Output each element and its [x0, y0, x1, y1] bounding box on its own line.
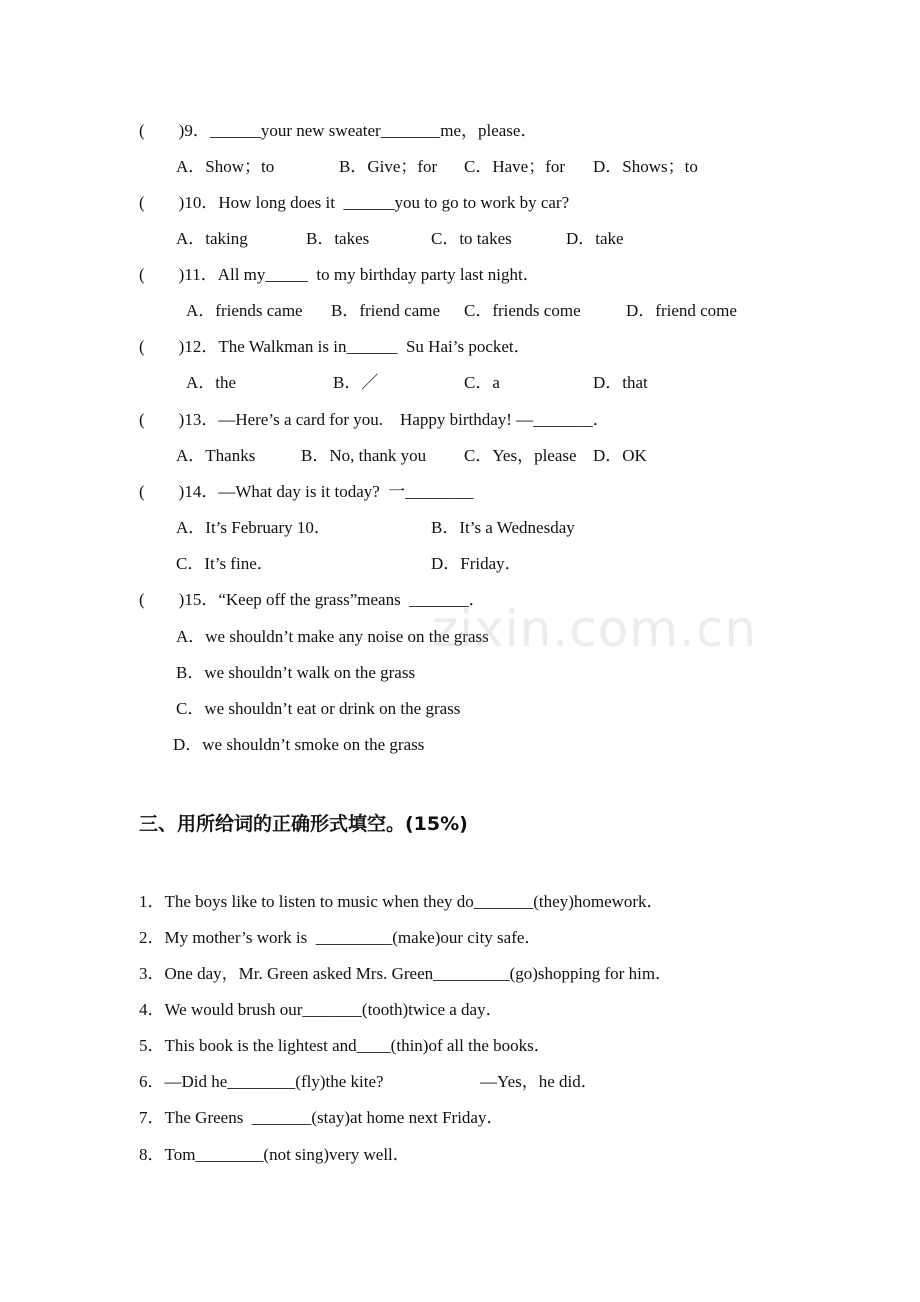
question-11-option-a: A．friends came — [186, 301, 303, 320]
question-13-option-b: B．No, thank you — [301, 446, 427, 465]
question-9-option-a: A．Show；to — [176, 157, 275, 176]
question-13-option-c: C．Yes，please — [464, 446, 577, 465]
question-9-option-b: B．Give；for — [339, 157, 438, 176]
question-10-option-c: C．to takes — [431, 229, 512, 248]
question-15-stem: ( )15．“Keep off the grass”means _______． — [139, 590, 486, 609]
question-14-option-d: D．Friday． — [431, 554, 522, 573]
question-11-option-d: D．friend come — [626, 301, 737, 320]
question-10-option-d: D．take — [566, 229, 624, 248]
question-15-option-c: C．we shouldn’t eat or drink on the grass — [176, 699, 461, 718]
question-9-stem: ( )9．______your new sweater_______me，please． — [139, 121, 538, 140]
question-14-option-a: A．It’s February 10． — [176, 518, 331, 537]
question-11-option-b: B．friend came — [331, 301, 441, 320]
question-14-stem: ( )14．—What day is it today? 一________ — [139, 482, 474, 501]
question-15-option-b: B．we shouldn’t walk on the grass — [176, 663, 416, 682]
question-13-option-d: D．OK — [593, 446, 647, 465]
fill-item-5: 5．This book is the lightest and____(thin)of all the books． — [139, 1036, 551, 1055]
question-10-option-b: B．takes — [306, 229, 370, 248]
section-3-heading: 三、用所给词的正确形式填空。(15%) — [139, 813, 468, 835]
question-13-option-a: A．Thanks — [176, 446, 256, 465]
fill-item-1: 1．The boys like to listen to music when they do_______(they)homework． — [139, 892, 664, 911]
question-12-stem: ( )12．The Walkman is in______ Su Hai’s pocket． — [139, 337, 531, 356]
watermark: zixin.com.cn — [432, 600, 758, 658]
question-14-option-b: B．It’s a Wednesday — [431, 518, 575, 537]
fill-item-6-reply: —Yes，he did． — [480, 1072, 598, 1091]
question-11-option-c: C．friends come — [464, 301, 581, 320]
question-9-option-d: D．Shows；to — [593, 157, 698, 176]
question-12-option-a: A．the — [186, 373, 237, 392]
question-13-stem: ( )13．—Here’s a card for you. Happy birthday! —_______． — [139, 410, 610, 429]
fill-item-3: 3．One day，Mr. Green asked Mrs. Green_________(go)shopping for him． — [139, 964, 673, 983]
question-15-option-d: D．we shouldn’t smoke on the grass — [173, 735, 425, 754]
question-15-option-a: A．we shouldn’t make any noise on the grass — [176, 627, 489, 646]
question-12-option-b: B．／ — [333, 373, 379, 392]
fill-item-6: 6．—Did he________(fly)the kite? — [139, 1072, 384, 1091]
fill-item-8: 8．Tom________(not sing)very well． — [139, 1145, 410, 1164]
question-12-option-d: D．that — [593, 373, 648, 392]
fill-item-2: 2．My mother’s work is _________(make)our city safe． — [139, 928, 542, 947]
question-14-option-c: C．It’s fine． — [176, 554, 274, 573]
fill-item-4: 4．We would brush our_______(tooth)twice a day． — [139, 1000, 503, 1019]
question-10-stem: ( )10．How long does it ______you to go to work by car? — [139, 193, 570, 212]
question-10-option-a: A．taking — [176, 229, 248, 248]
question-12-option-c: C．a — [464, 373, 500, 392]
fill-item-7: 7．The Greens _______(stay)at home next Friday． — [139, 1108, 504, 1127]
question-9-option-c: C．Have；for — [464, 157, 566, 176]
question-11-stem: ( )11．All my_____ to my birthday party last night． — [139, 265, 540, 284]
